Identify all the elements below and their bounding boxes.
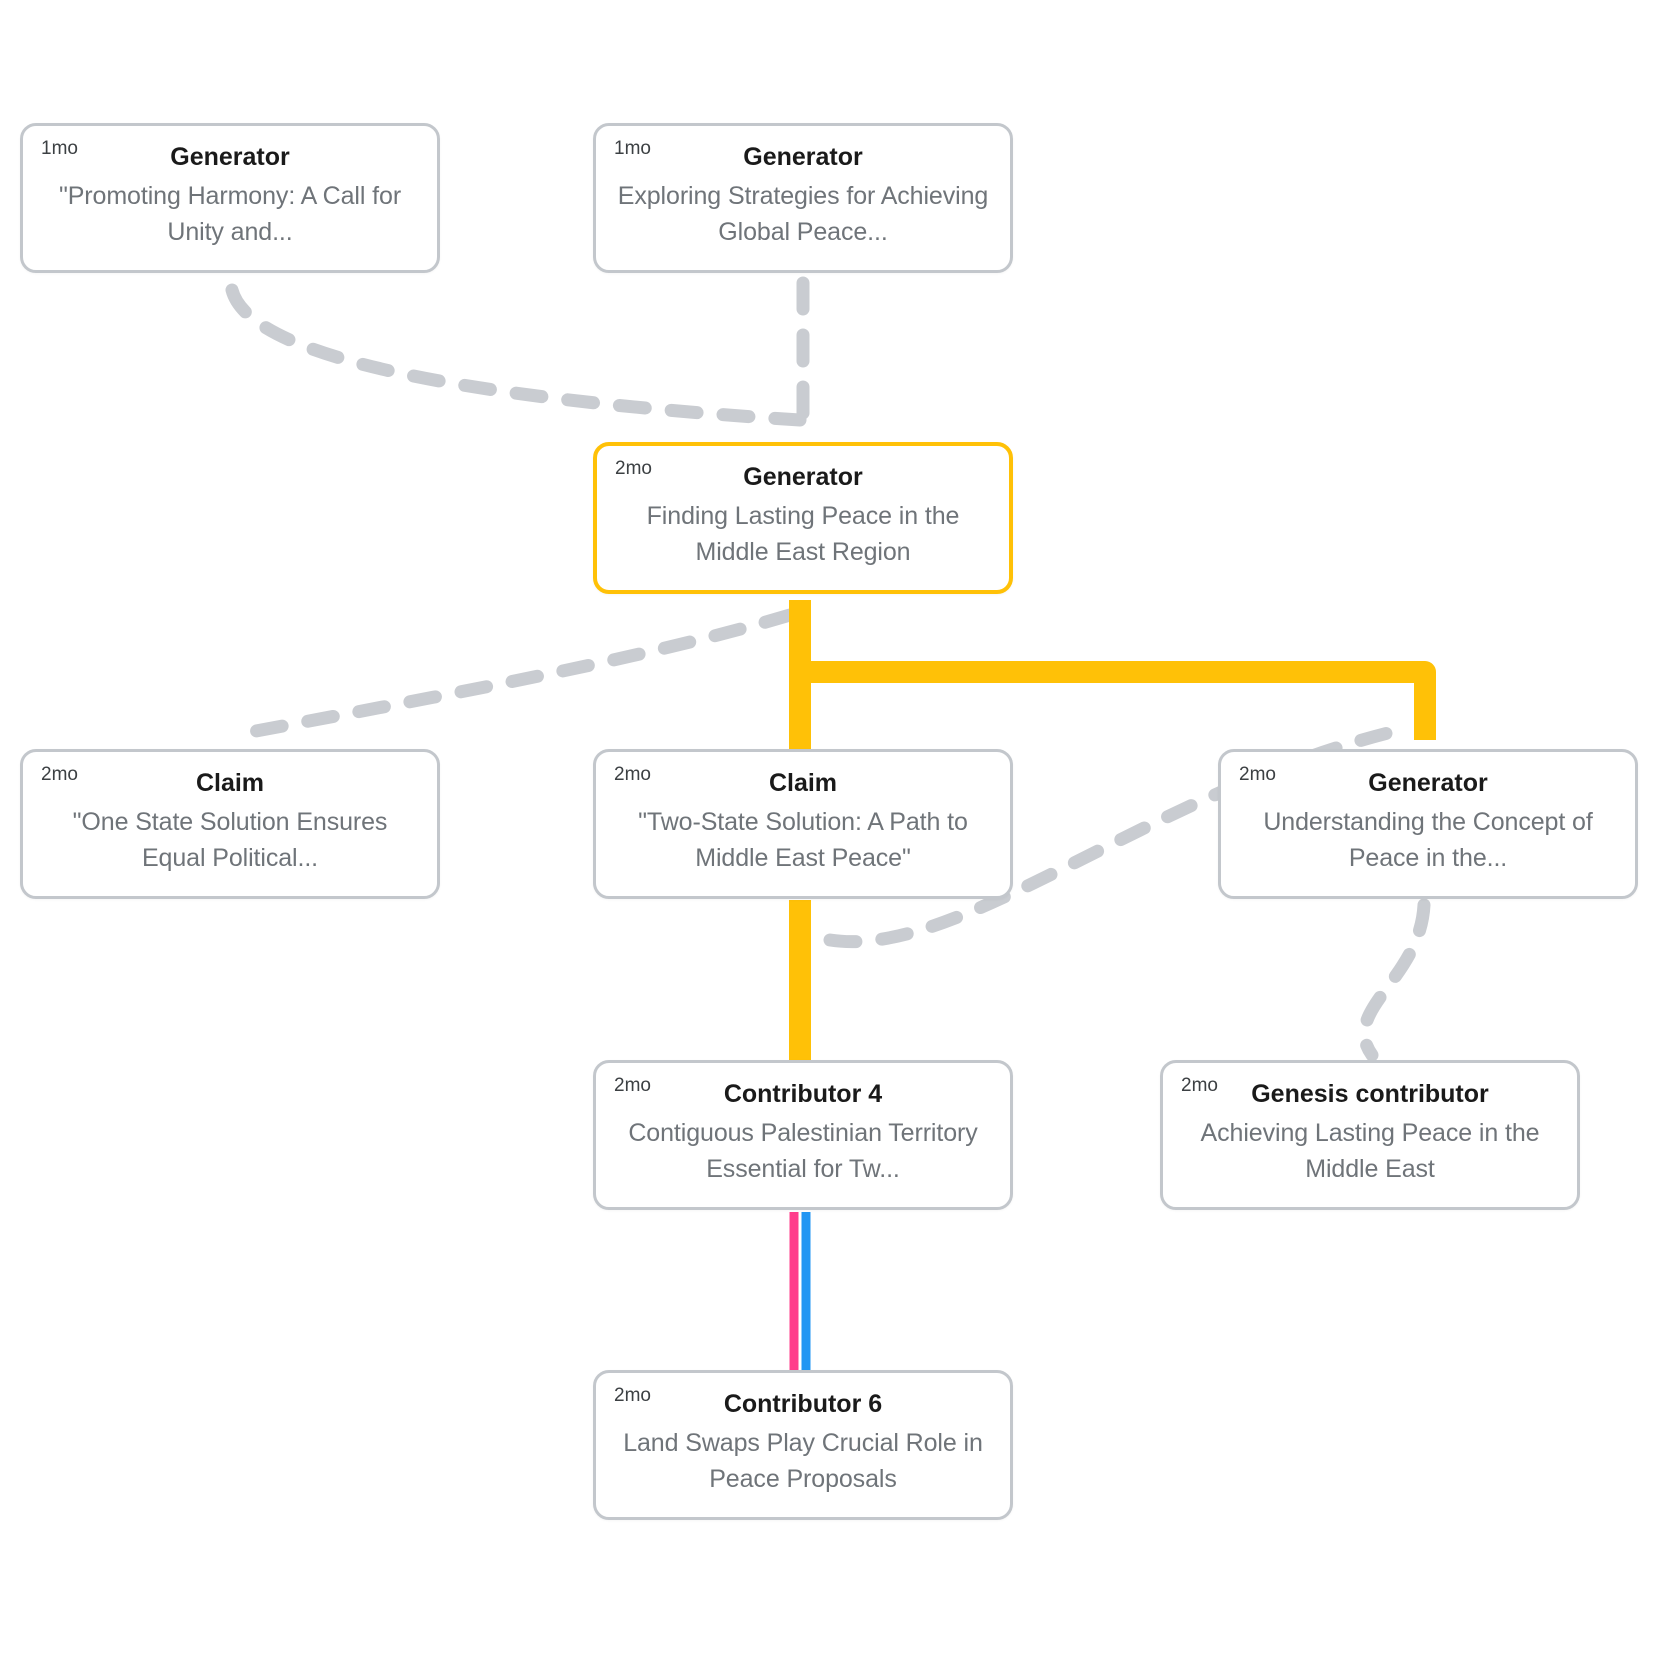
node-age-badge: 2mo — [615, 458, 652, 479]
node-role-label: Contributor 6 — [723, 1390, 883, 1418]
node-title: Contiguous Palestinian Territory Essential for Tw... — [628, 1119, 978, 1183]
node-title: Land Swaps Play Crucial Role in Peace Proposals — [623, 1429, 983, 1493]
node-role-label: Generator — [1368, 769, 1488, 797]
node-age-badge: 1mo — [41, 138, 78, 159]
edge-generator3-to-generator-understanding — [800, 672, 1425, 740]
node-role-label: Generator — [743, 463, 863, 491]
node-title: Finding Lasting Peace in the Middle East Region — [646, 502, 960, 566]
node-claim-two-state-solution[interactable] — [593, 749, 1013, 899]
node-age-badge: 1mo — [614, 138, 651, 159]
node-title: Exploring Strategies for Achieving Global Peace... — [617, 182, 989, 246]
node-contributor-4[interactable] — [593, 1060, 1013, 1210]
node-role-label: Claim — [768, 769, 838, 797]
node-role-label: Generator — [743, 143, 863, 171]
node-title: "Promoting Harmony: A Call for Unity and... — [58, 182, 402, 246]
edge-generator-understanding-to-genesis-contributor — [1364, 905, 1424, 1055]
node-role-label: Contributor 4 — [723, 1080, 883, 1108]
node-age-badge: 2mo — [1181, 1075, 1218, 1096]
node-claim-one-state-solution[interactable] — [20, 749, 440, 899]
node-generator-exploring-strategies[interactable] — [593, 123, 1013, 273]
node-role-label: Genesis contributor — [1251, 1080, 1489, 1108]
node-age-badge: 2mo — [614, 764, 651, 785]
node-title: Understanding the Concept of Peace in the... — [1263, 808, 1593, 872]
node-generator-finding-lasting-peace[interactable] — [593, 442, 1013, 594]
node-genesis-contributor[interactable] — [1160, 1060, 1580, 1210]
node-generator-understanding-concept[interactable] — [1218, 749, 1638, 899]
node-contributor-6[interactable] — [593, 1370, 1013, 1520]
node-age-badge: 2mo — [41, 764, 78, 785]
node-title: "One State Solution Ensures Equal Political... — [72, 808, 388, 872]
node-age-badge: 2mo — [614, 1385, 651, 1406]
edge-generator3-to-claim-one-state — [235, 615, 790, 735]
node-title: "Two-State Solution: A Path to Middle East Peace" — [638, 808, 968, 872]
node-role-label: Generator — [170, 143, 290, 171]
node-role-label: Claim — [195, 769, 265, 797]
node-age-badge: 2mo — [1239, 764, 1276, 785]
node-title: Achieving Lasting Peace in the Middle East — [1200, 1119, 1540, 1183]
edge-generator1-to-generator3 — [232, 290, 800, 420]
node-generator-promoting-harmony[interactable] — [20, 123, 440, 273]
node-age-badge: 2mo — [614, 1075, 651, 1096]
